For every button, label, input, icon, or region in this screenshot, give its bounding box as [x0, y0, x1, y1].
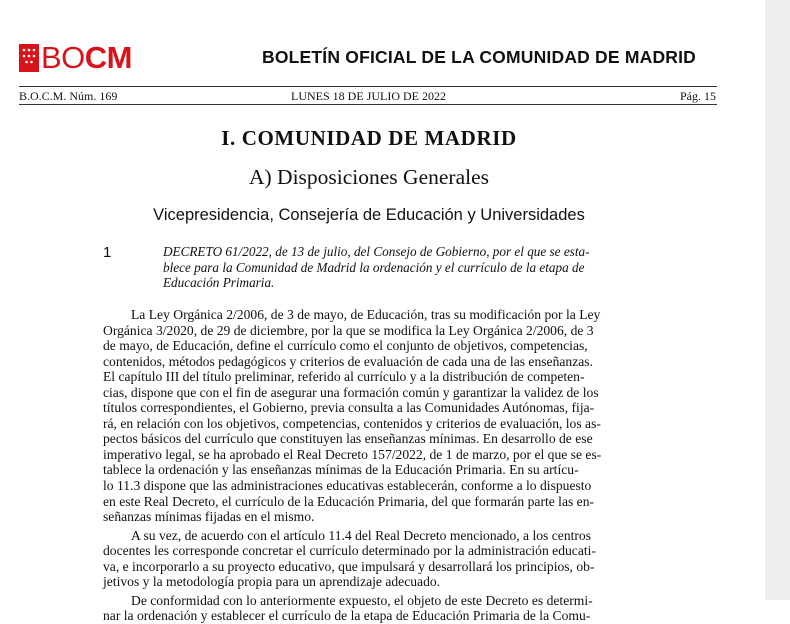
- header-rule-top: [19, 86, 717, 87]
- section-title: I. COMUNIDAD DE MADRID: [221, 126, 517, 150]
- body-line: docentes les corresponde concretar el currículo determinado por la administración educati-: [103, 543, 596, 559]
- body-line: De conformidad con lo anteriormente expuesto, el objeto de este Decreto es determi-: [131, 592, 593, 608]
- body-line: de mayo, de Educación, define el currículo como el conjunto de objetivos, competencias,: [103, 338, 588, 354]
- body-line: contenidos, métodos pedagógicos y criterios de evaluación de cada una de las enseñanzas.: [103, 353, 593, 369]
- decree-number: 1: [103, 244, 112, 261]
- body-line: cias, dispone que con el fin de asegurar una formación común y garantizar la validez de los: [103, 384, 599, 400]
- body-line: tablece la ordenación y las enseñanzas mínimas de la Educación Primaria. En su artícu-: [103, 462, 579, 478]
- body-line: lo 11.3 dispone que las administraciones educativas establecerán, conforme a lo dispuesto: [103, 478, 592, 494]
- viewer-side-panel: [765, 0, 790, 600]
- decree-line: Educación Primaria.: [163, 275, 275, 290]
- logo-wordmark: [41, 42, 132, 74]
- madrid-flag-icon: [19, 44, 39, 72]
- department-title: Vicepresidencia, Consejería de Educación y Universidades: [153, 206, 585, 224]
- body-line: rá, en relación con los objetivos, competencias, contenidos y criterios de evaluación, los as-: [103, 415, 601, 431]
- page-number: Pág. 15: [680, 89, 716, 103]
- issue-number: B.O.C.M. Núm. 169: [19, 89, 118, 103]
- body-line: nar la ordenación y establecer el currículo de la etapa de Educación Primaria de la Comu-: [103, 608, 591, 624]
- decree-line: DECRETO 61/2022, de 13 de julio, del Consejo de Gobierno, por el que se esta-: [163, 244, 590, 259]
- decree-summary: [163, 244, 633, 291]
- body-line: El capítulo III del título preliminar, referido al currículo y a la distribución de competen-: [103, 369, 585, 385]
- body-line: imperativo legal, se ha aprobado el Real Decreto 157/2022, de 1 de marzo, por el que se es-: [103, 446, 602, 462]
- body-line: va, e incorporarlo a su proyecto educativo, que impulsará y desarrollará los principios, ob-: [103, 558, 595, 574]
- body-line: La Ley Orgánica 2/2006, de 3 de mayo, de Educación, tras su modificación por la Ley: [131, 307, 601, 322]
- header-rule-bottom: [19, 104, 717, 105]
- bulletin-title: BOLETÍN OFICIAL DE LA COMUNIDAD DE MADRID: [262, 47, 697, 67]
- logo-cm: CM: [84, 40, 133, 75]
- bocm-logo: [19, 42, 132, 74]
- stars-icon: [21, 47, 37, 69]
- body-line: pectos básicos del currículo que constituyen las enseñanzas mínimas. En desarrollo de ese: [103, 431, 593, 447]
- body-line: en este Real Decreto, el currículo de la Educación Primaria, del que formarán parte las en-: [103, 493, 595, 509]
- body-line: títulos correspondientes, el Gobierno, previa consulta a las Comunidades Autónomas, fija-: [103, 400, 595, 416]
- body-line: A su vez, de acuerdo con el artículo 11.4 del Real Decreto mencionado, a los centros: [131, 527, 592, 543]
- issue-date: LUNES 18 DE JULIO DE 2022: [291, 89, 446, 103]
- body-line: jetivos y la metodología propia para un aprendizaje adecuado.: [103, 574, 441, 590]
- body-line: Orgánica 3/2020, de 29 de diciembre, por la que se modifica la Ley Orgánica 2/2006, de 3: [103, 322, 594, 338]
- decree-line: blece para la Comunidad de Madrid la ordenación y el currículo de la etapa de: [163, 259, 585, 275]
- body-line: señanzas mínimas fijadas en el mismo.: [103, 509, 315, 525]
- decree-body: [103, 307, 633, 624]
- logo-bo: BO: [41, 40, 85, 75]
- section-subtitle: A) Disposiciones Generales: [248, 165, 490, 189]
